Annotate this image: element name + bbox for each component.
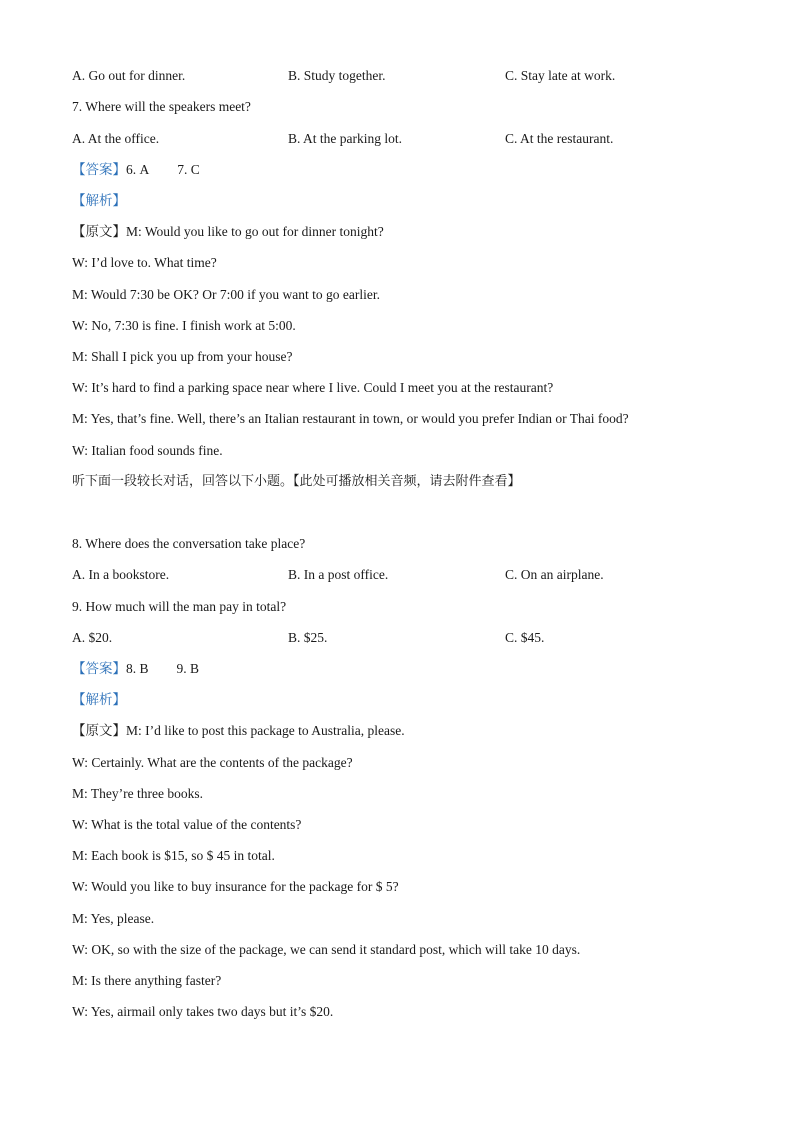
transcript-2-line-1 xyxy=(72,722,405,740)
dialogue-line: M: I’d like to post this package to Australia, please. xyxy=(126,723,405,738)
q8-option-a: A. In a bookstore. xyxy=(72,567,170,582)
transcript-1-line-1 xyxy=(72,223,384,241)
analysis-tag-1: 【解析】 xyxy=(72,193,126,209)
transcript-1-line-7: M: Yes, that’s fine. Well, there’s an Italian restaurant in town, or would you prefer Indian or Thai food? xyxy=(72,411,629,426)
answer-9: 9. B xyxy=(176,661,200,676)
transcript-1-line-6: W: It’s hard to find a parking space near where I live. Could I meet you at the restaurant? xyxy=(72,380,554,395)
answer-line-2 xyxy=(72,660,199,678)
answer-7: 7. C xyxy=(177,162,200,177)
listening-instruction: 听下面一段较长对话，回答以下小题。【此处可播放相关音频，请去附件查看】 xyxy=(72,474,521,489)
q8-option-b: B. In a post office. xyxy=(288,567,389,582)
q8-option-c: C. On an airplane. xyxy=(505,567,604,582)
answer-6: 6. A xyxy=(126,162,150,177)
q9-question: 9. How much will the man pay in total? xyxy=(72,599,287,614)
q7-option-a: A. At the office. xyxy=(72,131,160,146)
q9-option-c: C. $45. xyxy=(505,630,545,645)
q7-option-b: B. At the parking lot. xyxy=(288,131,402,146)
transcript-1-line-5: M: Shall I pick you up from your house? xyxy=(72,349,293,364)
dialogue-line: M: Would you like to go out for dinner tonight? xyxy=(126,224,384,239)
transcript-2-line-3: M: They’re three books. xyxy=(72,786,203,801)
transcript-2-line-6: W: Would you like to buy insurance for the package for $ 5? xyxy=(72,879,399,894)
transcript-2-line-10: W: Yes, airmail only takes two days but it’s $20. xyxy=(72,1004,334,1019)
transcript-2-line-4: W: What is the total value of the contents? xyxy=(72,817,302,832)
transcript-1-line-4: W: No, 7:30 is fine. I finish work at 5:00. xyxy=(72,318,296,333)
q7-option-c: C. At the restaurant. xyxy=(505,131,614,146)
transcript-2-line-7: M: Yes, please. xyxy=(72,911,155,926)
answer-tag: 【答案】 xyxy=(72,661,126,677)
q6-option-a: A. Go out for dinner. xyxy=(72,68,186,83)
transcript-1-line-8: W: Italian food sounds fine. xyxy=(72,443,223,458)
q8-question: 8. Where does the conversation take place? xyxy=(72,536,306,551)
analysis-tag-2: 【解析】 xyxy=(72,692,126,708)
q7-question: 7. Where will the speakers meet? xyxy=(72,99,251,114)
answer-tag: 【答案】 xyxy=(72,162,126,178)
transcript-tag: 【原文】 xyxy=(72,224,126,240)
transcript-tag: 【原文】 xyxy=(72,723,126,739)
q6-option-b: B. Study together. xyxy=(288,68,386,83)
q9-option-a: A. $20. xyxy=(72,630,113,645)
answer-8: 8. B xyxy=(126,661,149,676)
q6-option-c: C. Stay late at work. xyxy=(505,68,616,83)
transcript-2-line-5: M: Each book is $15, so $ 45 in total. xyxy=(72,848,275,863)
q9-option-b: B. $25. xyxy=(288,630,328,645)
transcript-2-line-8: W: OK, so with the size of the package, we can send it standard post, which will take 10 days. xyxy=(72,942,581,957)
answer-line-1 xyxy=(72,161,200,179)
transcript-2-line-2: W: Certainly. What are the contents of the package? xyxy=(72,755,353,770)
transcript-1-line-2: W: I’d love to. What time? xyxy=(72,255,217,270)
transcript-2-line-9: M: Is there anything faster? xyxy=(72,973,222,988)
transcript-1-line-3: M: Would 7:30 be OK? Or 7:00 if you want to go earlier. xyxy=(72,287,380,302)
